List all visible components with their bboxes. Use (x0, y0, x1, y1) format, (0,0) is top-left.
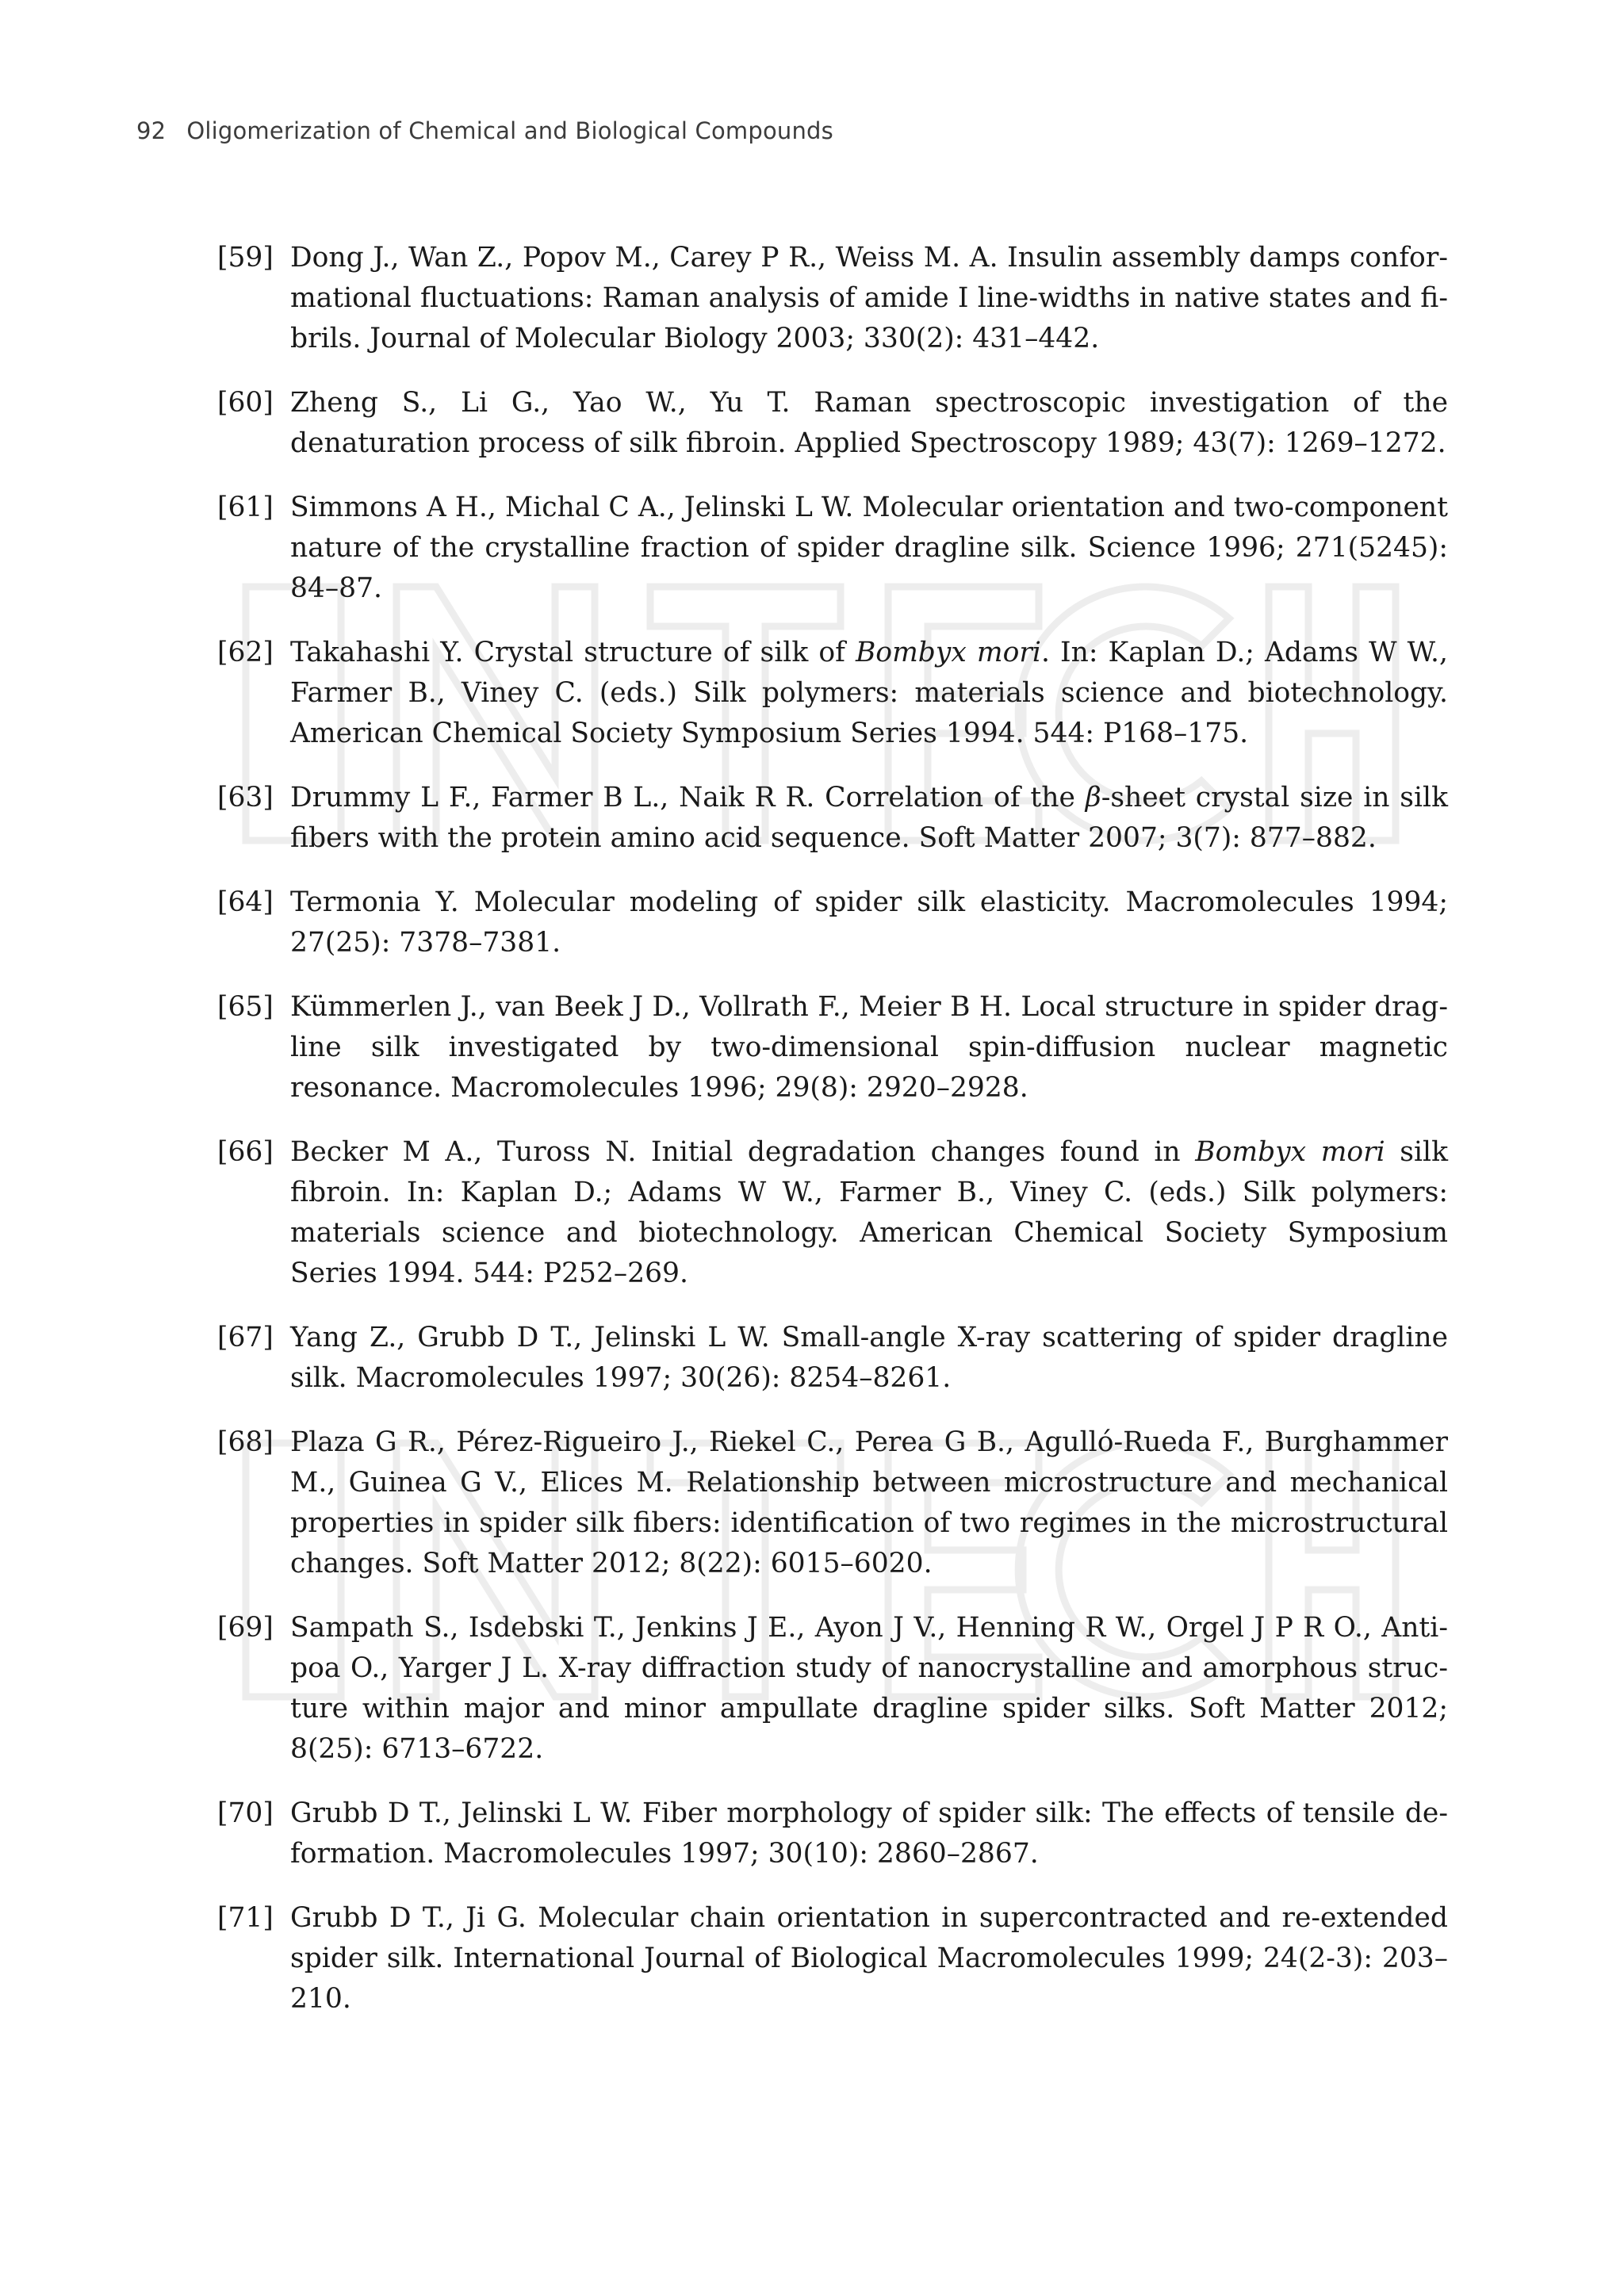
reference-number: [68] (217, 1426, 274, 1458)
reference-italic-segment: Bombyx mori (1195, 1136, 1385, 1168)
reference-text (290, 778, 1448, 859)
reference-item (217, 1793, 1448, 1874)
reference-number: [67] (217, 1322, 274, 1353)
reference-item (217, 488, 1448, 609)
reference-item (217, 1318, 1448, 1399)
reference-text (290, 383, 1448, 464)
reference-number: [59] (217, 242, 274, 274)
reference-number: [69] (217, 1612, 274, 1644)
reference-italic-segment: β (1085, 782, 1101, 813)
reference-italic-segment: Bombyx mori (855, 637, 1041, 668)
reference-text (290, 882, 1448, 963)
reference-segment: Sampath S., Isdebski T., Jenkins J E., Ayon J V., Henning R W., Orgel J P R O., Antipoa O., Yarger J L. X-ray diffraction study of nanocrystalline and amorphous structure within major and minor ampullate dragline spider silks. Soft Matter 2012; 8(25): 6713–6722. (290, 1612, 1448, 1765)
reference-item (217, 1422, 1448, 1584)
reference-list (217, 238, 1448, 2043)
reference-segment: Takahashi Y. Crystal structure of silk of (290, 637, 856, 668)
reference-text (290, 1422, 1448, 1584)
reference-segment: -sheet crystal size in silk fibers with the protein amino acid sequence. Soft Matter 2007; 3(7): 877–882. (290, 782, 1448, 854)
reference-number: [70] (217, 1797, 274, 1829)
reference-segment: silk fibroin. In: Kaplan D.; Adams W W., Farmer B., Viney C. (eds.) Silk polymers: materials science and biotechnology. American Chemical Society Symposium Series 1994. 544: P252–269. (290, 1136, 1448, 1289)
reference-item (217, 987, 1448, 1108)
reference-item (217, 778, 1448, 859)
reference-number: [62] (217, 637, 274, 668)
reference-segment: Dong J., Wan Z., Popov M., Carey P R., Weiss M. A. Insulin assembly damps conformational fluctuations: Raman analysis of amide I line-widths in native states and fibrils. Journal of Molecular Biology 2003; 330(2): 431–442. (290, 242, 1448, 354)
running-title: Oligomerization of Chemical and Biological Compounds (186, 117, 833, 144)
reference-item (217, 238, 1448, 359)
reference-text (290, 1608, 1448, 1770)
reference-segment: Yang Z., Grubb D T., Jelinski L W. Small-angle X-ray scattering of spider dragline silk. Macromolecules 1997; 30(26): 8254–8261. (290, 1322, 1448, 1394)
reference-text (290, 1132, 1448, 1294)
reference-number: [71] (217, 1902, 274, 1934)
reference-segment: Becker M A., Tuross N. Initial degradation changes found in (290, 1136, 1196, 1168)
reference-text (290, 488, 1448, 609)
reference-item (217, 1608, 1448, 1770)
reference-segment: . In: Kaplan D.; Adams W W., Farmer B., Viney C. (eds.) Silk polymers: materials science and biotechnology. American Chemical Society Symposium Series 1994. 544: P168–175. (290, 637, 1448, 749)
reference-segment: Kümmerlen J., van Beek J D., Vollrath F., Meier B H. Local structure in spider dragline silk investigated by two-dimensional spin-diffusion nuclear magnetic resonance. Macromolecules 1996; 29(8): 2920–2928. (290, 991, 1448, 1104)
reference-item (217, 1898, 1448, 2019)
reference-item (217, 633, 1448, 754)
reference-item (217, 383, 1448, 464)
reference-text (290, 1898, 1448, 2019)
reference-number: [61] (217, 492, 274, 523)
reference-number: [64] (217, 886, 274, 918)
reference-text (290, 1318, 1448, 1399)
reference-number: [66] (217, 1136, 274, 1168)
running-header (136, 117, 833, 144)
reference-segment: Grubb D T., Jelinski L W. Fiber morphology of spider silk: The effects of tensile deformation. Macromolecules 1997; 30(10): 2860–2867. (290, 1797, 1448, 1870)
reference-item (217, 882, 1448, 963)
reference-number: [65] (217, 991, 274, 1023)
reference-segment: Zheng S., Li G., Yao W., Yu T. Raman spectroscopic investigation of the denaturation process of silk fibroin. Applied Spectroscopy 1989; 43(7): 1269–1272. (290, 387, 1448, 459)
reference-segment: Plaza G R., Pérez-Rigueiro J., Riekel C., Perea G B., Agulló-Rueda F., Burghammer M., Guinea G V., Elices M. Relationship between microstructure and mechanical properties in spider silk fibers: identification of two regimes in the microstructural changes. Soft Matter 2012; 8(22): 6015–6020. (290, 1426, 1448, 1579)
reference-item (217, 1132, 1448, 1294)
page-number: 92 (136, 117, 167, 144)
reference-segment: Termonia Y. Molecular modeling of spider silk elasticity. Macromolecules 1994; 27(25): 7378–7381. (290, 886, 1448, 959)
reference-text (290, 238, 1448, 359)
reference-number: [63] (217, 782, 274, 813)
reference-segment: Drummy L F., Farmer B L., Naik R R. Correlation of the (290, 782, 1086, 813)
reference-number: [60] (217, 387, 274, 419)
reference-segment: Grubb D T., Ji G. Molecular chain orientation in supercontracted and re-extended spider silk. International Journal of Biological Macromolecules 1999; 24(2-3): 203–210. (290, 1902, 1448, 2015)
reference-segment: Simmons A H., Michal C A., Jelinski L W. Molecular orientation and two-component nature of the crystalline fraction of spider dragline silk. Science 1996; 271(5245): 84–87. (290, 492, 1448, 604)
reference-text (290, 987, 1448, 1108)
reference-text (290, 1793, 1448, 1874)
reference-text (290, 633, 1448, 754)
